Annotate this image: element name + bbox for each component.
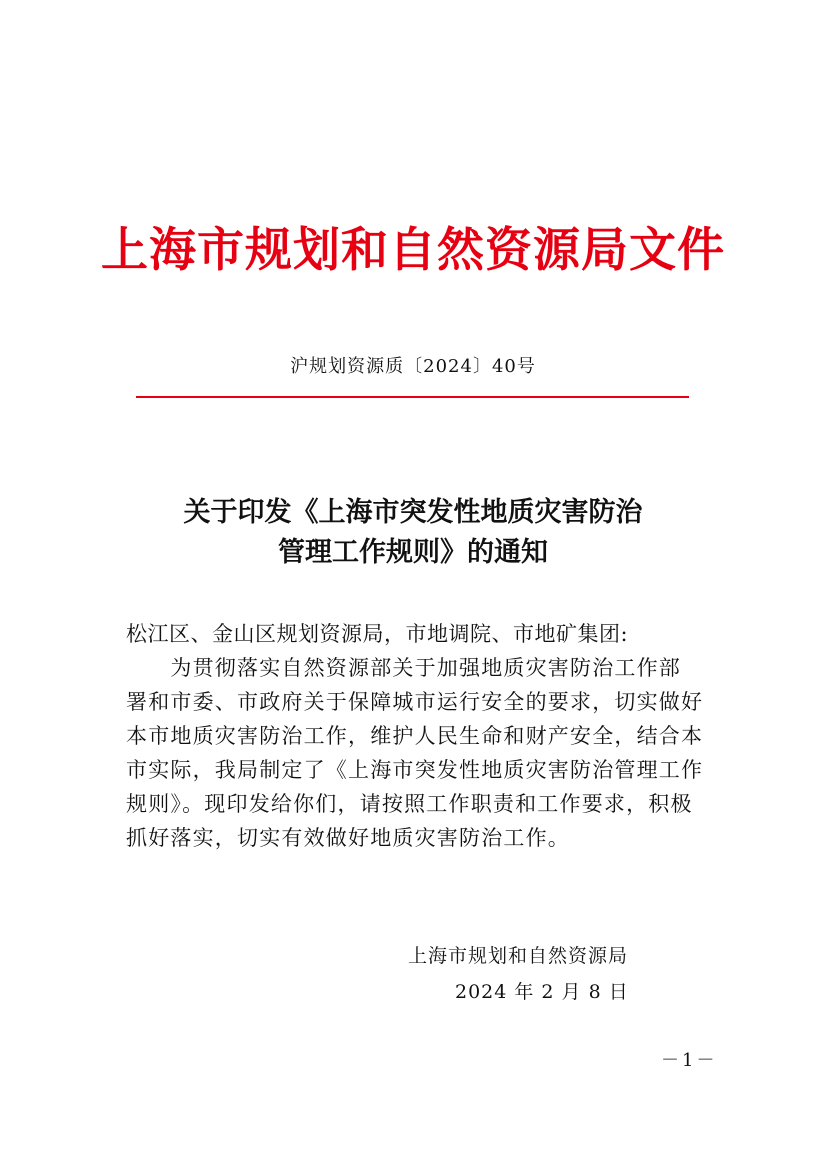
paragraph-line: 市实际，我局制定了《上海市突发性地质灾害防治管理工作 bbox=[126, 758, 704, 782]
notice-title bbox=[0, 493, 826, 573]
paragraph-line: 本市地质灾害防治工作，维护人民生命和财产安全，结合本 bbox=[126, 724, 704, 748]
notice-title-line-1: 关于印发《上海市突发性地质灾害防治 bbox=[183, 497, 643, 528]
page-number: －1－ bbox=[661, 1050, 718, 1071]
paragraph-line: 为贯彻落实自然资源部关于加强地质灾害防治工作部 bbox=[126, 656, 681, 680]
paragraph-line: 抓好落实，切实有效做好地质灾害防治工作。 bbox=[126, 826, 570, 850]
signature-date: 2024 年 2 月 8 日 bbox=[455, 981, 629, 1003]
notice-title-line-2: 管理工作规则》的通知 bbox=[278, 537, 548, 568]
signature-organization: 上海市规划和自然资源局 bbox=[408, 945, 629, 967]
document-header-title: 上海市规划和自然资源局文件 bbox=[101, 223, 725, 278]
document-number: 沪规划资源质〔2024〕40号 bbox=[290, 356, 536, 377]
recipient-line: 松江区、金山区规划资源局，市地调院、市地矿集团: bbox=[126, 622, 629, 646]
red-separator-line bbox=[136, 396, 689, 398]
paragraph-line: 规则》。现印发给你们，请按照工作职责和工作要求，积极 bbox=[126, 792, 693, 816]
paragraph-line: 署和市委、市政府关于保障城市运行安全的要求，切实做好 bbox=[126, 690, 704, 714]
